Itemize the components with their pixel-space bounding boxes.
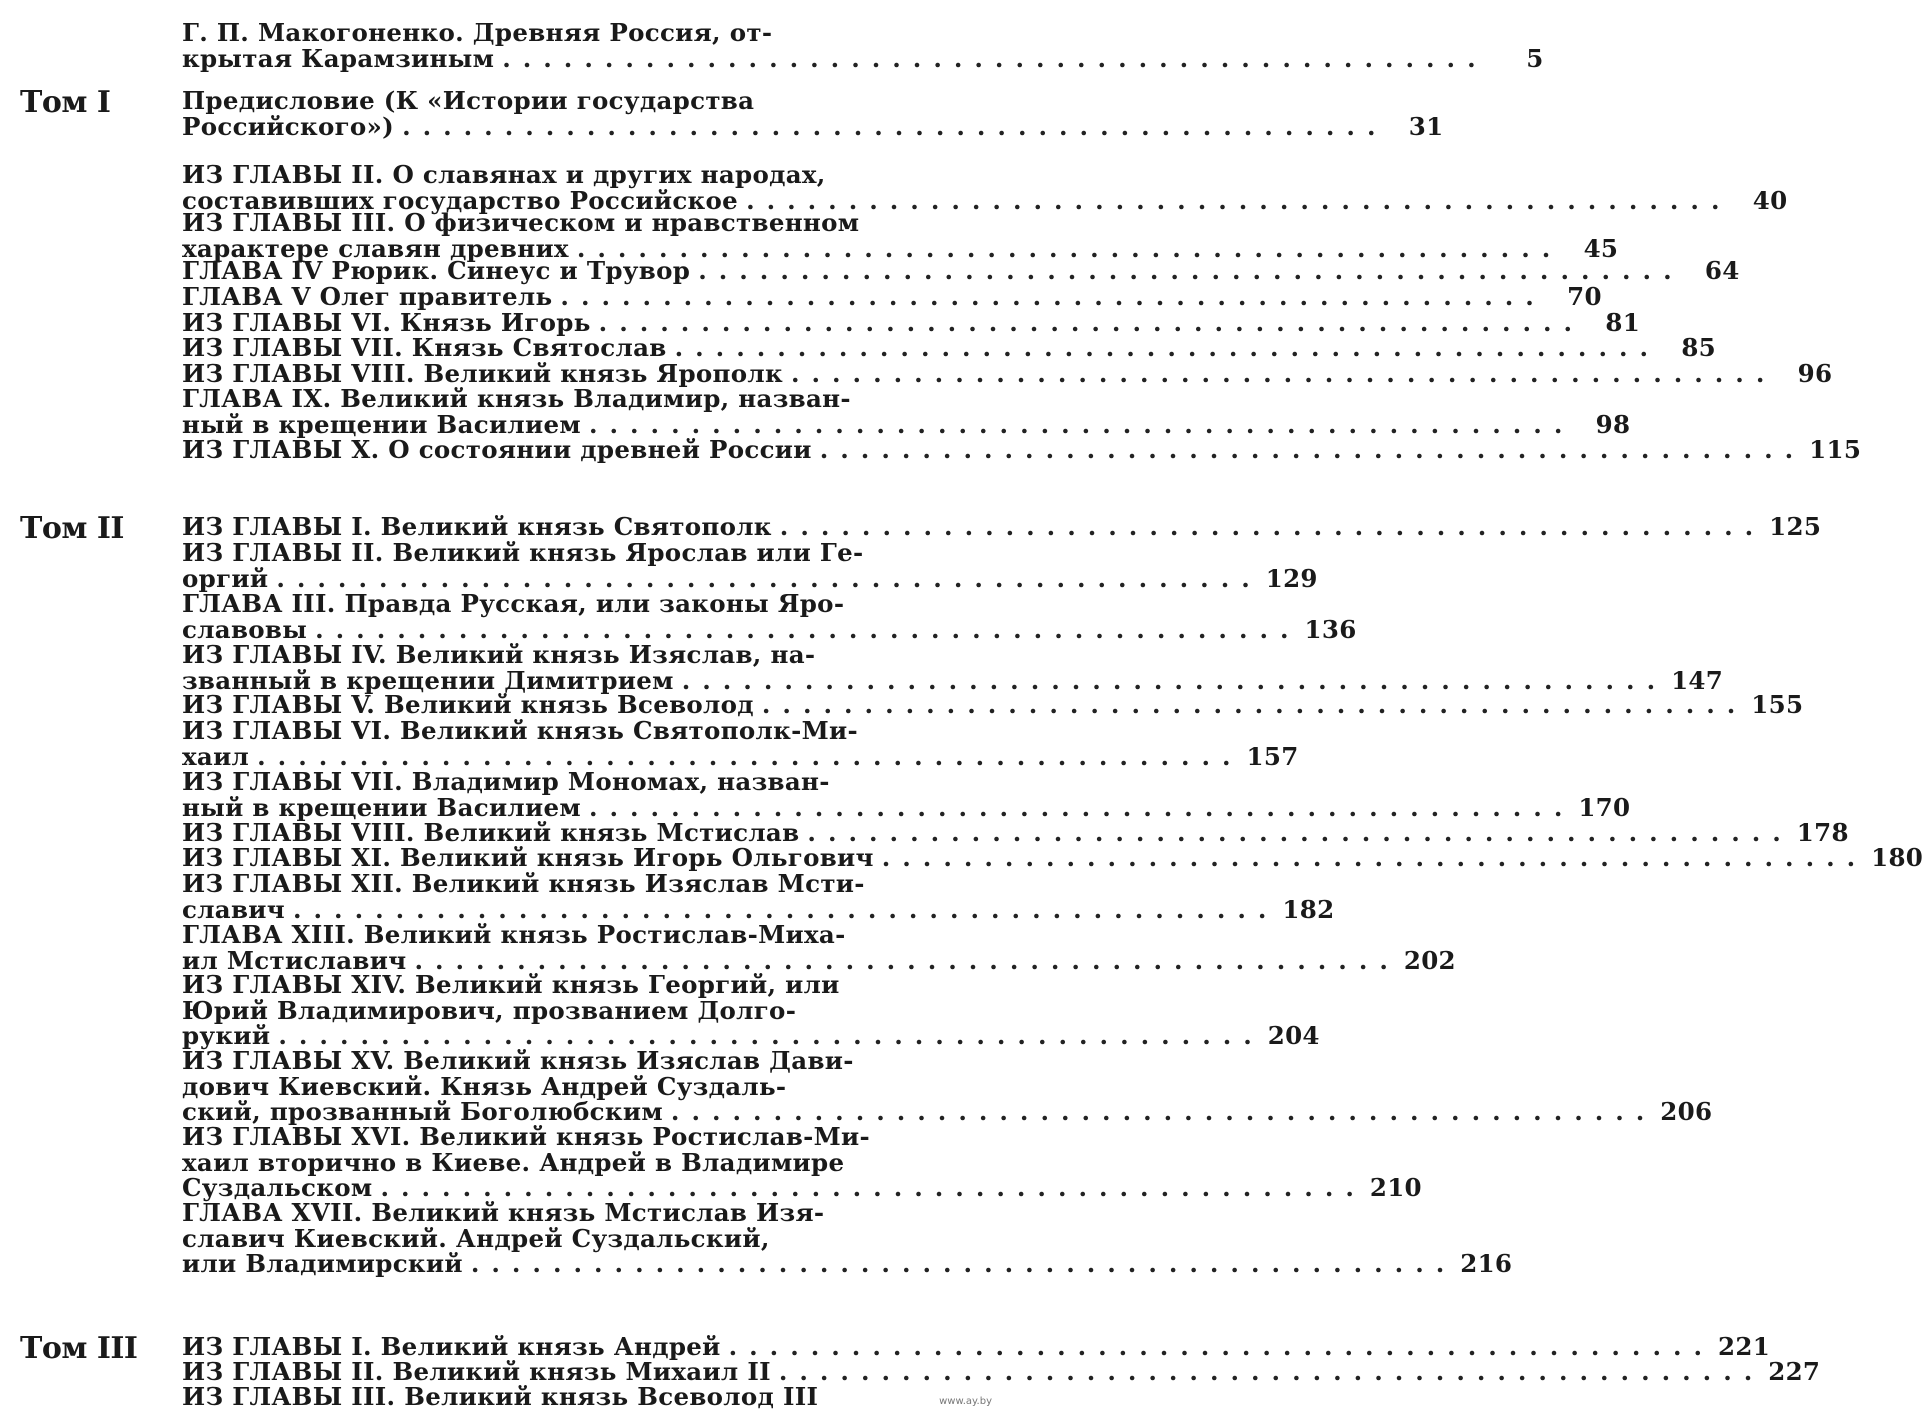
volume-label-3: Том III: [20, 1331, 138, 1366]
toc-entry-text: ИЗ ГЛАВЫ X. О состоянии древней России: [182, 435, 812, 464]
leader-dots: ................................................: [790, 359, 1777, 388]
toc-entry-text: ИЗ ГЛАВЫ I. Великий князь Святополк: [182, 512, 772, 541]
toc-entry-line: [182, 409, 1631, 439]
toc-entry-line: Предисловие (К «Истории государства: [182, 86, 755, 115]
toc-entry: [182, 970, 1320, 1050]
toc-entry-text: крытая Карамзиным: [182, 43, 495, 73]
toc-entry-line: Юрий Владимирович, прозванием Долго-: [182, 995, 797, 1025]
leader-dots: [818, 1384, 932, 1410]
toc-entry-line: [182, 792, 1631, 822]
toc-entry-text: ИЗ ГЛАВЫ VI. Князь Игорь: [182, 308, 591, 337]
toc-entry-line: [182, 563, 1318, 593]
toc-entry-line: [182, 1021, 1320, 1050]
toc-entry: [182, 589, 1357, 644]
leader-dots: ................................................: [276, 563, 1262, 593]
toc-entry: [182, 308, 1641, 337]
toc-entry: [182, 640, 1724, 695]
toc-entry-text: характере славян древних: [182, 233, 569, 263]
toc-entry-line: [182, 512, 1822, 541]
toc-entry-line: ГЛАВА III. Правда Русская, или законы Яро-: [182, 589, 845, 618]
page-number: 157: [1246, 741, 1299, 771]
toc-entry-text: ИЗ ГЛАВЫ VII. Князь Святослав: [182, 333, 667, 362]
toc-entry-text: рукий: [182, 1021, 271, 1050]
leader-dots: ................................................: [779, 512, 1766, 541]
page-number: 170: [1578, 792, 1631, 822]
toc-entry-line: [182, 256, 1740, 285]
page-number: 125: [1769, 512, 1822, 541]
toc-entry-line: ГЛАВА XIII. Великий князь Ростислав-Миха-: [182, 920, 846, 949]
toc-entry-text: ИЗ ГЛАВЫ I. Великий князь Андрей: [182, 1332, 721, 1361]
toc-entry: [182, 869, 1335, 924]
page-number: 85: [1681, 333, 1717, 362]
toc-entry-text: составивших государство Российское: [182, 185, 739, 215]
toc-entry-line: [182, 1249, 1513, 1278]
leader-dots: ................................................: [502, 43, 1488, 73]
leader-dots: ................................................: [315, 614, 1301, 644]
toc-entry-line: Г. П. Макогоненко. Древняя Россия, от-: [182, 18, 773, 47]
toc-entry-text: славич: [182, 894, 285, 924]
leader-dots: ................................................: [293, 894, 1279, 924]
page-number: 210: [1369, 1173, 1422, 1202]
toc-entry-text: ский, прозванный Боголюбским: [182, 1097, 663, 1126]
leader-dots: ................................................: [402, 111, 1388, 141]
toc-entry-text: славовы: [182, 614, 308, 644]
page-number: 206: [1660, 1097, 1713, 1126]
toc-entry: [182, 208, 1619, 263]
page-number: 180: [1871, 843, 1923, 872]
page-number: 64: [1704, 256, 1740, 285]
toc-entry-text: оргий: [182, 563, 269, 593]
toc-entry-line: [182, 614, 1357, 644]
toc-entry-text: ГЛАВА V Олег правитель: [182, 282, 553, 311]
toc-entry-text: ИЗ ГЛАВЫ XI. Великий князь Игорь Ольгович: [182, 843, 874, 872]
toc-entry-text: Российского»): [182, 111, 395, 141]
toc-entry: [182, 282, 1602, 311]
toc-entry: [182, 1198, 1513, 1278]
toc-entry: [182, 818, 1849, 847]
leader-dots: ................................................: [681, 665, 1668, 695]
toc-entry: [182, 86, 1444, 141]
toc-entry: [182, 435, 1862, 464]
leader-dots: ................................................: [728, 1332, 1715, 1361]
toc-entry: [182, 716, 1299, 771]
toc-entry-text: или Владимирский: [182, 1249, 463, 1278]
toc-entry-line: ИЗ ГЛАВЫ III. О физическом и нравственном: [182, 208, 860, 237]
page-number: 182: [1282, 894, 1335, 924]
toc-entry-line: [182, 43, 1544, 73]
toc-entry-line: [182, 333, 1717, 362]
toc-entry-line: [182, 435, 1862, 464]
page-number: 81: [1605, 308, 1641, 337]
leader-dots: ................................................: [746, 185, 1732, 215]
toc-entry-line: [182, 359, 1833, 388]
page-number: 70: [1567, 282, 1602, 311]
toc-entry: [182, 1357, 1821, 1386]
leader-dots: ................................................: [674, 333, 1661, 362]
leader-dots: ................................................: [588, 792, 1575, 822]
leader-dots: ................................................: [414, 945, 1400, 975]
toc-entry-line: ИЗ ГЛАВЫ VII. Владимир Мономах, назван-: [182, 767, 830, 796]
page-number: 202: [1403, 945, 1456, 975]
leader-dots: ................................................: [698, 256, 1684, 285]
toc-entry-line: ИЗ ГЛАВЫ VI. Великий князь Святополк-Ми-: [182, 716, 858, 745]
leader-dots: ................................................: [380, 1173, 1366, 1202]
leader-dots: ................................................: [257, 741, 1243, 771]
leader-dots: ................................................: [588, 409, 1575, 439]
toc-entry-text: званный в крещении Димитрием: [182, 665, 674, 695]
page-number: 40: [1752, 185, 1788, 215]
toc-entry-line: ИЗ ГЛАВЫ XIV. Великий князь Георгий, или: [182, 970, 840, 999]
toc-entry: [182, 359, 1833, 388]
leader-dots: ................................................: [881, 843, 1868, 872]
toc-entry-text: ИЗ ГЛАВЫ III. Великий князь Всеволод III: [182, 1382, 819, 1411]
toc-entry-line: [182, 690, 1804, 719]
page-number: 98: [1595, 409, 1631, 439]
toc-entry-line: ИЗ ГЛАВЫ XVI. Великий князь Ростислав-Ми-: [182, 1122, 870, 1151]
toc-entry-line: славич Киевский. Андрей Суздальский,: [182, 1223, 770, 1253]
page-number: 216: [1460, 1249, 1513, 1278]
toc-entry: [182, 1122, 1422, 1202]
leader-dots: ................................................: [670, 1097, 1657, 1126]
toc-entry-text: ГЛАВА IV Рюрик. Синеус и Трувор: [182, 256, 691, 285]
toc-entry-line: ИЗ ГЛАВЫ II. Великий князь Ярослав или Ге-: [182, 538, 864, 567]
toc-entry-text: хаил: [182, 741, 250, 771]
toc-entry: [182, 1384, 988, 1410]
leader-dots: ................................................: [819, 435, 1806, 464]
toc-entry-text: ИЗ ГЛАВЫ II. Великий князь Михаил II: [182, 1357, 771, 1386]
leader-dots: ................................................: [598, 308, 1585, 337]
toc-entry: [182, 1046, 1713, 1126]
toc-entry-line: ГЛАВА XVII. Великий князь Мстислав Изя-: [182, 1198, 825, 1227]
toc-entry-line: [182, 1173, 1422, 1202]
toc-entry-line: [182, 894, 1335, 924]
toc-entry-line: [182, 843, 1923, 872]
page-number: 227: [1768, 1357, 1821, 1386]
toc-entry: [182, 767, 1631, 822]
toc-entry-line: ГЛАВА IX. Великий князь Владимир, назван-: [182, 384, 851, 413]
toc-entry-text: ный в крещении Василием: [182, 409, 581, 439]
page-number: 147: [1671, 665, 1724, 695]
page-number: 115: [1809, 435, 1862, 464]
toc-entry-line: [182, 1097, 1713, 1126]
toc-entry: [182, 333, 1717, 362]
toc-entry: [182, 256, 1740, 285]
page-number: 136: [1304, 614, 1357, 644]
toc-entry-text: ный в крещении Василием: [182, 792, 581, 822]
toc-entry: [182, 160, 1788, 215]
volume-label-2: Том II: [20, 511, 124, 546]
page-number: 96: [1797, 359, 1833, 388]
page-number: 5: [1526, 43, 1544, 73]
toc-entry-line: [182, 1384, 988, 1410]
toc-entry-line: [182, 308, 1641, 337]
page-number: 221: [1718, 1332, 1771, 1361]
page-number: 129: [1265, 563, 1318, 593]
page-number: 31: [1408, 111, 1444, 141]
toc-entry-line: [182, 111, 1444, 141]
toc-entry-text: ИЗ ГЛАВЫ V. Великий князь Всеволод: [182, 690, 754, 719]
toc-entry: [182, 843, 1923, 872]
toc-entry: [182, 18, 1544, 73]
leader-dots: ................................................: [761, 690, 1748, 719]
watermark: www.ay.by: [939, 1396, 992, 1407]
leader-dots: ................................................: [807, 818, 1793, 847]
toc-entry-text: Суздальском: [182, 1173, 373, 1202]
toc-entry: [182, 1332, 1771, 1361]
toc-entry-line: [182, 741, 1299, 771]
toc-entry-line: ИЗ ГЛАВЫ XII. Великий князь Изяслав Мсти-: [182, 869, 865, 898]
toc-entry-line: [182, 818, 1849, 847]
toc-entry: [182, 920, 1456, 975]
toc-entry: [182, 512, 1822, 541]
page-number: 155: [1751, 690, 1804, 719]
toc-entry-text: ИЗ ГЛАВЫ VIII. Великий князь Мстислав: [182, 818, 800, 847]
toc-entry-text: ИЗ ГЛАВЫ VIII. Великий князь Ярополк: [182, 359, 783, 388]
toc-entry-line: ИЗ ГЛАВЫ XV. Великий князь Изяслав Дави-: [182, 1046, 854, 1075]
page-number: 204: [1267, 1021, 1320, 1050]
toc-entry: [182, 384, 1631, 439]
toc-entry-line: дович Киевский. Князь Андрей Суздаль-: [182, 1071, 787, 1101]
toc-entry-line: [182, 1332, 1771, 1361]
leader-dots: ................................................: [560, 282, 1546, 311]
toc-entry-line: [182, 1357, 1821, 1386]
toc-entry-line: ИЗ ГЛАВЫ IV. Великий князь Изяслав, на-: [182, 640, 816, 669]
toc-entry: [182, 538, 1318, 593]
toc-entry: [182, 690, 1804, 719]
toc-entry-line: хаил вторично в Киеве. Андрей в Владимире: [182, 1147, 845, 1177]
toc-entry-line: ИЗ ГЛАВЫ II. О славянах и других народах,: [182, 160, 826, 189]
leader-dots: ................................................: [470, 1249, 1457, 1278]
leader-dots: ................................................: [778, 1357, 1765, 1386]
page-number: 178: [1796, 818, 1849, 847]
leader-dots: ................................................: [278, 1021, 1264, 1050]
toc-entry-text: ил Мстиславич: [182, 945, 407, 975]
toc-entry-line: [182, 282, 1602, 311]
page-number: 45: [1583, 233, 1619, 263]
volume-label-1: Том I: [20, 85, 111, 120]
leader-dots: ................................................: [576, 233, 1563, 263]
